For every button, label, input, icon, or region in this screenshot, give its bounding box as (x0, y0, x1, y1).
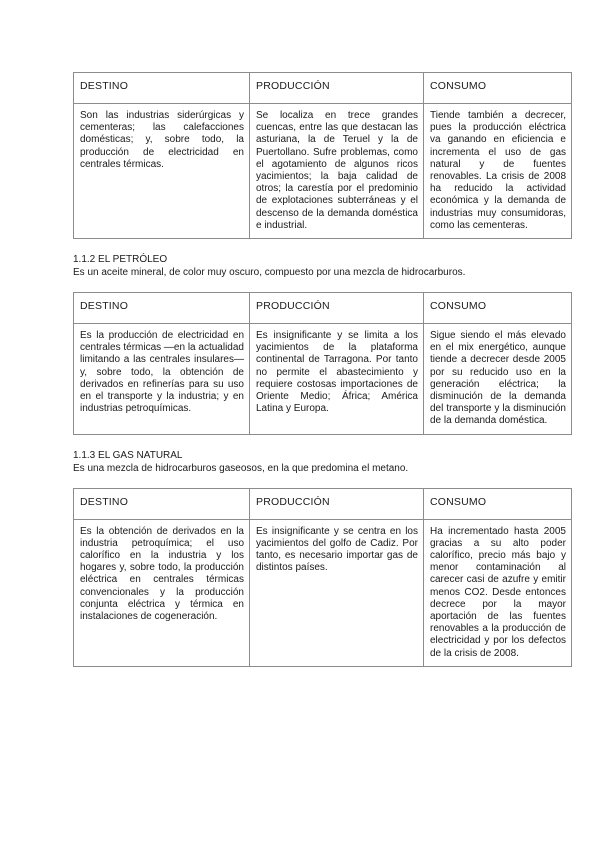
header-consumo: CONSUMO (424, 73, 572, 104)
cell-gas-consumo: Ha incrementado hasta 2005 gracias a su alto poder calorífico, precio más bajo y menor contaminación al carecer casi de azufre y emitir menos CO2. Desde entonces decrece por la mayor aportación de las fuentes renovables a la producción de electricidad y por los defectos de la crisis de 2008. (424, 519, 572, 666)
header-consumo: CONSUMO (424, 488, 572, 519)
cell-petroleo-produccion: Es insignificante y se limita a los yacimientos de la plataforma continental de Tarragona. Por tanto no permite el abastecimiento y requiere costosas importaciones de Oriente Medio; África; América Latina y Europa. (250, 324, 424, 435)
section-description-gas: Es una mezcla de hidrocarburos gaseosos, en la que predomina el metano. (73, 462, 409, 474)
table-header-row (74, 488, 572, 519)
header-destino: DESTINO (74, 293, 250, 324)
section-title-gas: 1.1.3 EL GAS NATURAL (73, 449, 183, 461)
section-petroleo (73, 254, 571, 435)
table-header-row (74, 73, 572, 104)
cell-carbon-produccion: Se localiza en trece grandes cuencas, entre las que destacan las asturiana, la de Teruel y la de Puertollano. Sufre problemas, como el agotamiento de algunos ricos yacimientos; la baja calidad de otros; la carestía por el predominio de explotaciones subterráneas y el descenso de la demanda doméstica e industrial. (250, 104, 424, 239)
cell-petroleo-consumo: Sigue siendo el más elevado en el mix energético, aunque tiende a decrecer desde 2005 por su reducido uso en la generación eléctrica; la disminución de la demanda del transporte y la disminución de la demanda doméstica. (424, 324, 572, 435)
table-gas (73, 488, 572, 667)
cell-petroleo-destino: Es la producción de electricidad en centrales térmicas —en la actualidad limitando a las centrales insulares— y, sobre todo, la obtención de derivados en refinerías para su uso en el transporte y la industria; y en industrias petroquímicas. (74, 324, 250, 435)
cell-gas-produccion: Es insignificante y se centra en los yacimientos del golfo de Cadiz. Por tanto, es necesario importar gas de distintos países. (250, 519, 424, 666)
table-header-row (74, 293, 572, 324)
cell-gas-destino: Es la obtención de derivados en la industria petroquímica; el uso calorífico en la industria y los hogares y, sobre todo, la producción eléctrica en centrales térmicas convencionales y la producción conjunta eléctrica y térmica en instalaciones de cogeneración. (74, 519, 250, 666)
document-page (73, 72, 571, 667)
header-produccion: PRODUCCIÓN (250, 73, 424, 104)
section-title-petroleo: 1.1.2 EL PETRÓLEO (73, 254, 168, 266)
table-petroleo (73, 292, 572, 435)
section-gas-natural (73, 450, 571, 667)
cell-carbon-destino: Son las industrias siderúrgicas y cementeras; las calefacciones domésticas; y, sobre todo, la producción de electricidad en centrales térmicas. (74, 104, 250, 239)
section-description-petroleo: Es un aceite mineral, de color muy oscuro, compuesto por una mezcla de hidrocarburos. (73, 267, 466, 279)
cell-carbon-consumo: Tiende también a decrecer, pues la producción eléctrica va ganando en eficiencia e incrementa el uso de gas natural y de fuentes renovables. La crisis de 2008 ha reducido la actividad económica y la demanda de industrias muy consumidoras, como las cementeras. (424, 104, 572, 239)
header-produccion: PRODUCCIÓN (250, 293, 424, 324)
table-row (74, 104, 572, 239)
header-destino: DESTINO (74, 73, 250, 104)
header-destino: DESTINO (74, 488, 250, 519)
table-carbon (73, 72, 572, 239)
table-row (74, 519, 572, 666)
table-row (74, 324, 572, 435)
header-produccion: PRODUCCIÓN (250, 488, 424, 519)
header-consumo: CONSUMO (424, 293, 572, 324)
